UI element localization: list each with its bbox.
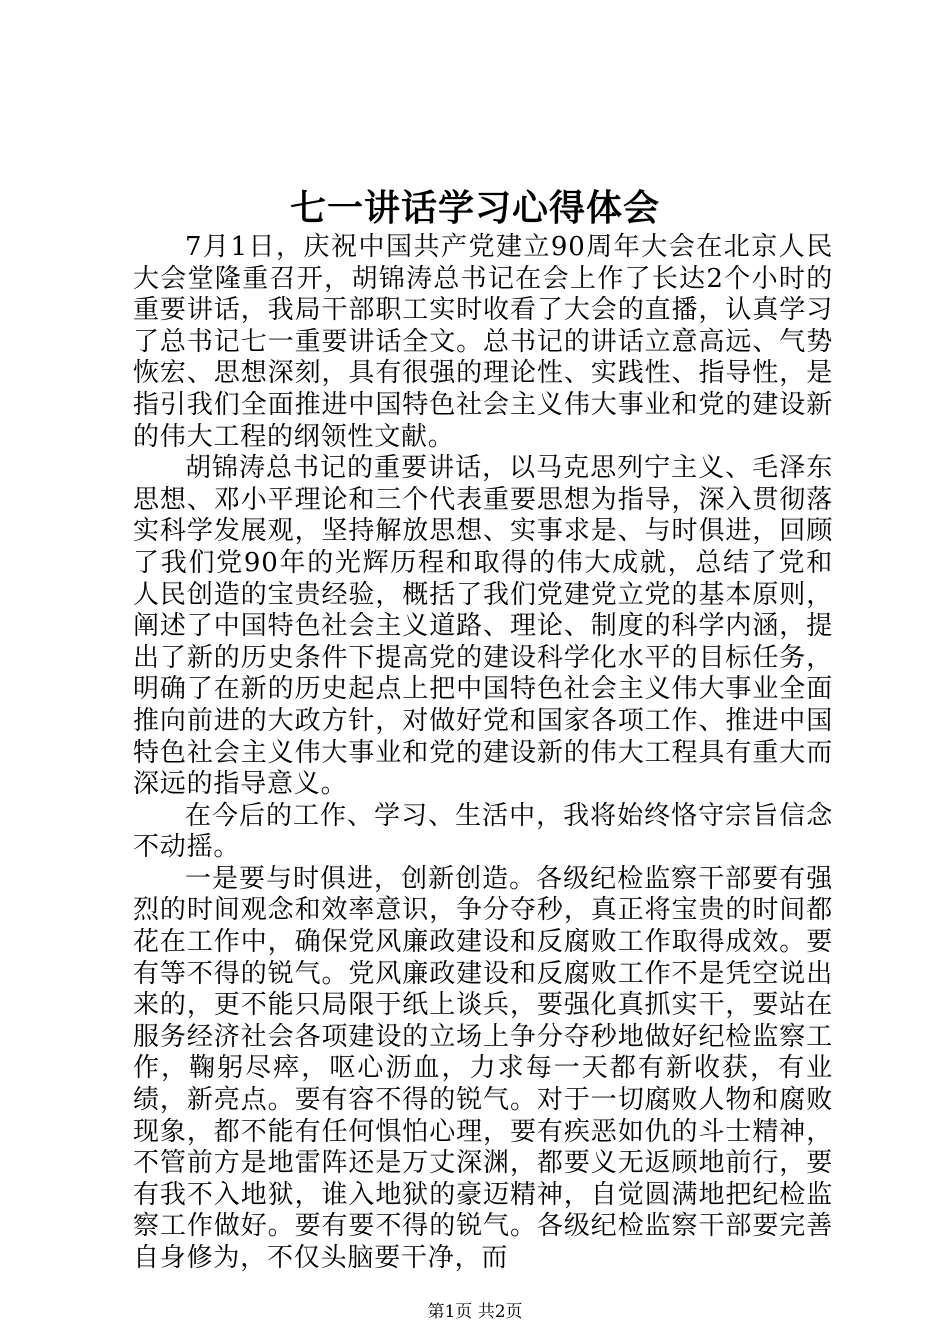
document-body [133,232,833,1275]
paragraph-1: 7月1日，庆祝中国共产党建立90周年大会在北京人民大会堂隆重召开，胡锦涛总书记在会上作了长达2个小时的重要讲话，我局干部职工实时收看了大会的直播，认真学习了总书记七一重要讲话全文。总书记的讲话立意高远、气势恢宏、思想深刻，具有很强的理论性、实践性、指导性，是指引我们全面推进中国特色社会主义伟大事业和党的建设新的伟大工程的纲领性文献。 [133,232,833,452]
document-title: 七一讲话学习心得体会 [289,187,660,229]
page-footer: 第1页 共2页 [427,1302,523,1322]
paragraph-3: 在今后的工作、学习、生活中，我将始终恪守宗旨信念不动摇。 [133,800,833,863]
paragraph-4: 一是要与时俱进，创新创造。各级纪检监察干部要有强烈的时间观念和效率意识，争分夺秒，真正将宝贵的时间都花在工作中，确保党风廉政建设和反腐败工作取得成效。要有等不得的锐气。党风廉政建设和反腐败工作不是凭空说出来的，更不能只局限于纸上谈兵，要强化真抓实干，要站在服务经济社会各项建设的立场上争分夺秒地做好纪检监察工作，鞠躬尽瘁，呕心沥血，力求每一天都有新收获，有业绩，新亮点。要有容不得的锐气。对于一切腐败人物和腐败现象，都不能有任何惧怕心理，要有疾恶如仇的斗士精神，不管前方是地雷阵还是万丈深渊，都要义无返顾地前行，要有我不入地狱，谁入地狱的豪迈精神，自觉圆满地把纪检监察工作做好。要有要不得的锐气。各级纪检监察干部要完善自身修为，不仅头脑要干净，而 [133,863,833,1273]
paragraph-2: 胡锦涛总书记的重要讲话，以马克思列宁主义、毛泽东思想、邓小平理论和三个代表重要思想为指导，深入贯彻落实科学发展观，坚持解放思想、实事求是、与时俱进，回顾了我们党90年的光辉历程和取得的伟大成就，总结了党和人民创造的宝贵经验，概括了我们党建党立党的基本原则，阐述了中国特色社会主义道路、理论、制度的科学内涵，提出了新的历史条件下提高党的建设科学化水平的目标任务，明确了在新的历史起点上把中国特色社会主义伟大事业全面推向前进的大政方针，对做好党和国家各项工作、推进中国特色社会主义伟大事业和党的建设新的伟大工程具有重大而深远的指导意义。 [133,453,833,800]
